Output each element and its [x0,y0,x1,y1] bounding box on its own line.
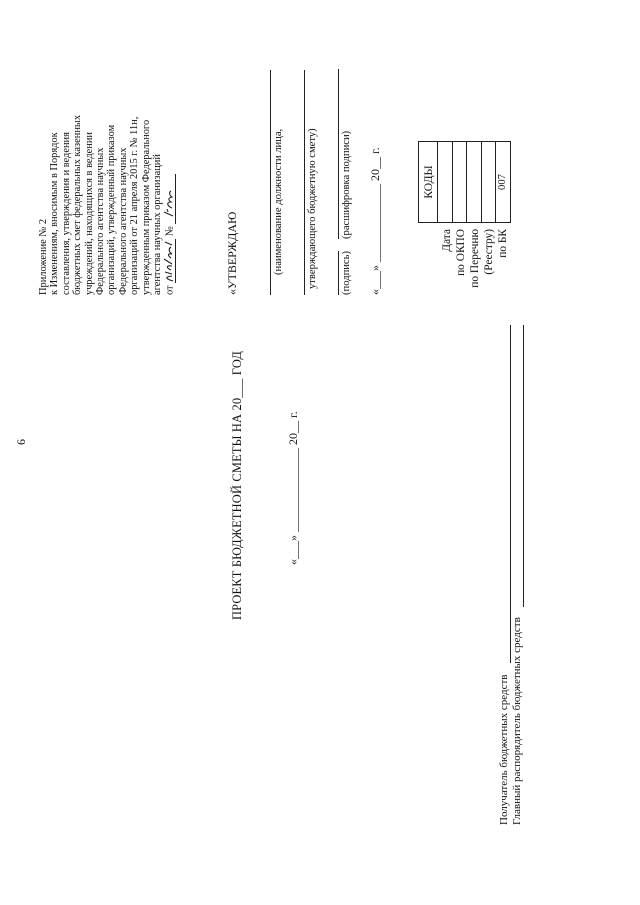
codes-table [418,141,511,223]
handwritten-date [163,239,176,283]
annex-line: учреждений, находящихся в ведении [83,132,95,295]
document-title: ПРОЕКТ БЮДЖЕТНОЙ СМЕТЫ НА 20___ ГОД [230,350,244,620]
title-date-line: «___» ______________ 20__ г. [286,411,300,565]
handwritten-number [163,174,176,224]
codes-header: КОДЫ [419,142,438,223]
annex-number-prefix: № [165,226,177,237]
code-label-list: по Перечню [469,229,481,288]
code-label-date: Дата [441,229,453,252]
annex-line: бюджетных смет федеральных казенных [72,114,84,295]
code-cell-registry [481,142,496,223]
annex-line: составления, утверждения и ведения [60,132,72,295]
annex-date-prefix: от [165,285,177,295]
annex-line: организаций, утвержденный приказом [106,124,118,295]
signature-caption: (подпись) [341,251,352,295]
code-cell-list [467,142,482,223]
signature-line [338,251,339,295]
annex-line: к Изменениям, вносимым в Порядок [49,132,61,295]
code-label-registry: (Реестру) [483,229,495,275]
position-line [270,70,271,295]
annex-line: Федерального агентства научных [95,147,107,295]
annex-line: Приложение № 2 [38,218,49,295]
recipient-line [510,325,511,663]
code-cell-bk: 007 [496,142,511,223]
manager-line [523,325,524,607]
position-caption-cont: утверждающего бюджетную смету) [307,128,318,289]
position-caption: (наименование должности лица, [273,128,284,275]
annex-line: агентства научных организаций [152,154,164,295]
recipient-label: Получатель бюджетных средств [498,674,510,825]
code-label-bk: по БК [497,229,509,258]
page-number: 6 [14,439,28,445]
manager-label: Главный распорядитель бюджетных средств [511,617,523,825]
position-line-2 [304,70,305,295]
annex-date-line [163,55,176,295]
annex-line: утвержденным приказом Федерального [140,119,152,295]
annex-line: организаций от 21 апреля 2015 г. № 11н, [129,116,141,295]
annex-block [38,55,176,295]
code-label-okpo: по ОКПО [455,229,467,276]
code-cell-date [438,142,453,223]
decoding-caption: (расшифровка подписи) [341,130,352,239]
approval-date-line: «___» _____________ 20__ г. [368,147,382,295]
handwritten-number-signature [162,174,175,224]
approval-heading: «УТВЕРЖДАЮ [225,211,239,295]
decoding-line [338,69,339,239]
annex-line: Федерального агентства научных [117,147,129,295]
handwritten-date-signature [162,239,175,283]
code-cell-okpo [452,142,467,223]
